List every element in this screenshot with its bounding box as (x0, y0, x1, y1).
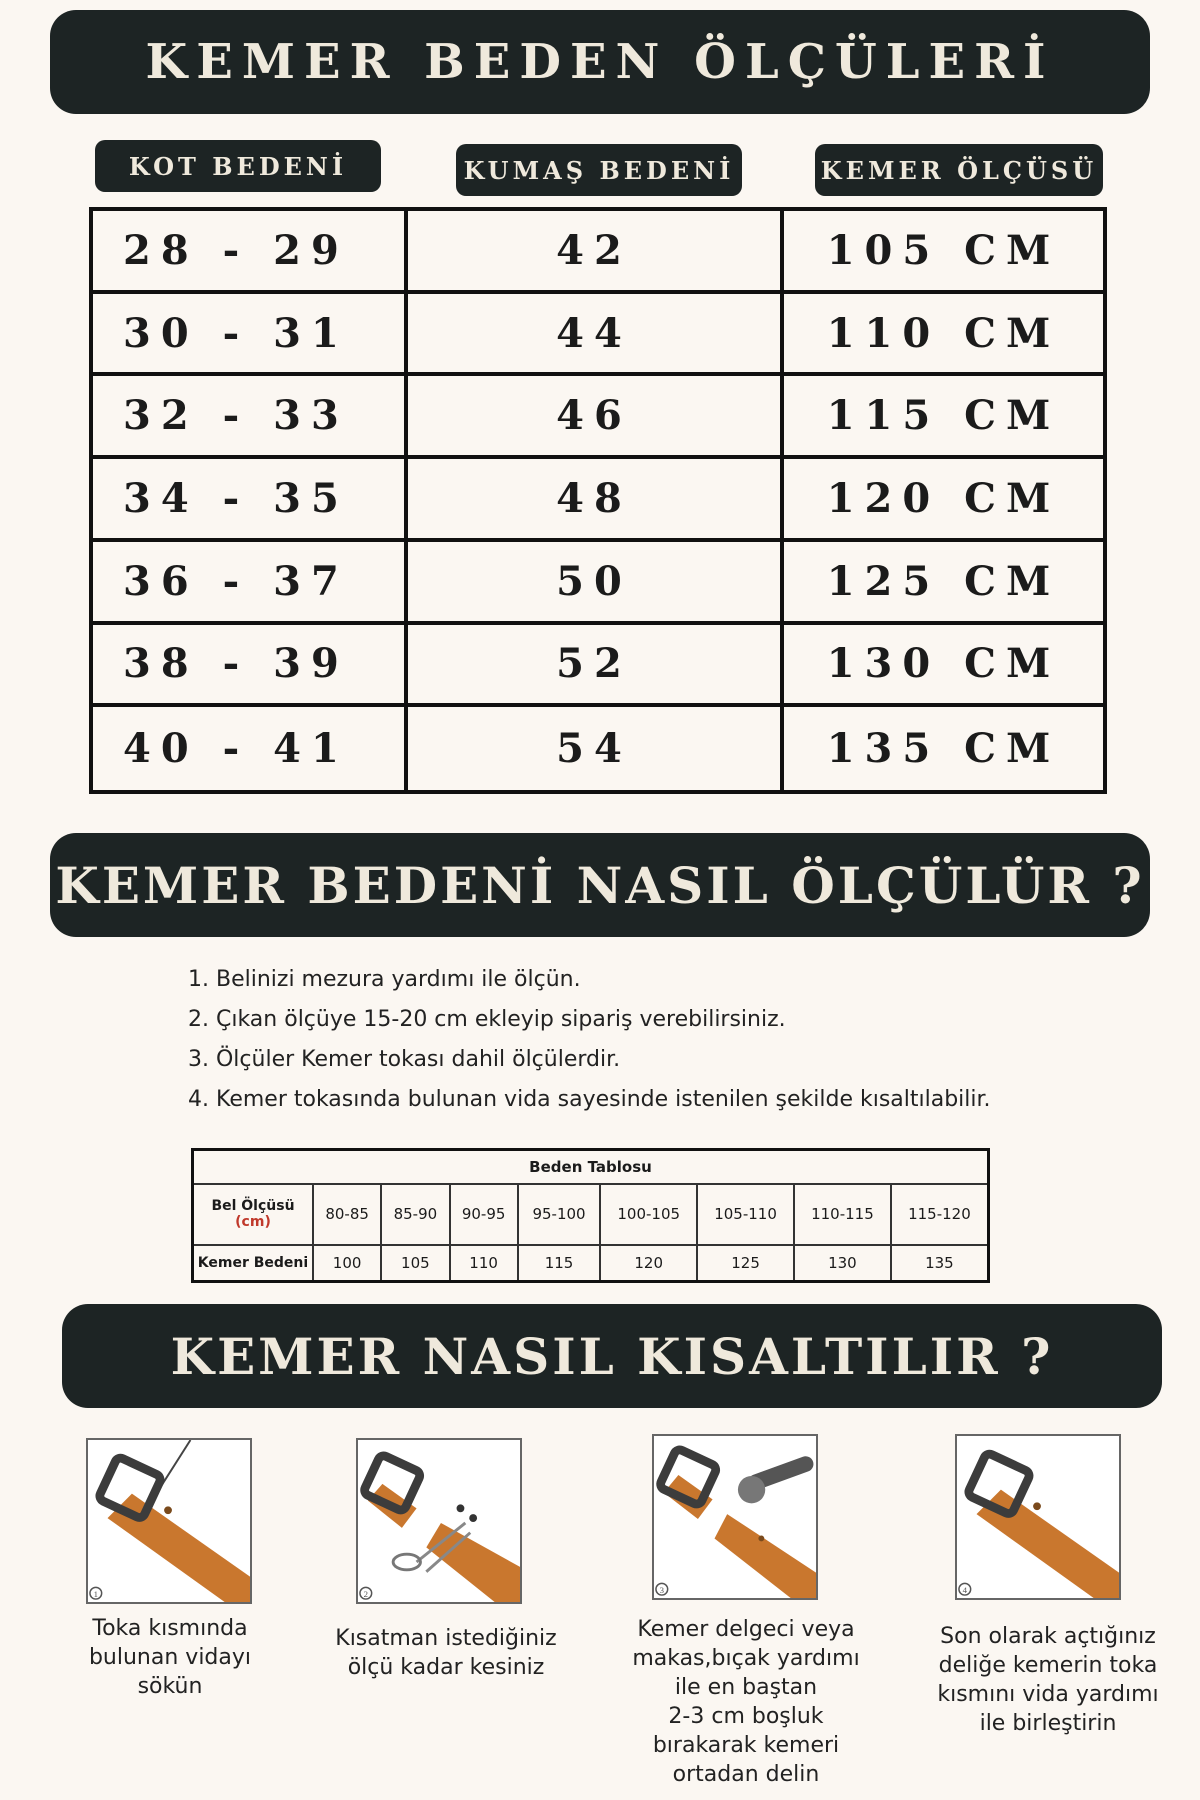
caption-line: Son olarak açtığınız (940, 1624, 1156, 1649)
belt-size-cell: 120 (600, 1245, 697, 1282)
caption-line: Kemer delgeci veya (637, 1617, 855, 1642)
belt-size-cell: 115 (518, 1245, 601, 1282)
svg-text:4: 4 (962, 1585, 968, 1596)
caption-line: Toka kısmında (92, 1616, 248, 1641)
jean-size-cell: 32 - 33 (93, 376, 408, 459)
belt-size-cell: 100 (313, 1245, 381, 1282)
hole-punch-icon (654, 1436, 816, 1598)
belt-size-cell: 110 (450, 1245, 518, 1282)
size-chart-caption: Beden Tablosu (193, 1150, 989, 1185)
waist-label-text: Bel Ölçüsü (211, 1198, 295, 1215)
shorten-banner (62, 1304, 1162, 1408)
page-title: KEMER BEDEN ÖLÇÜLERİ (145, 34, 1055, 90)
step-4-illustration (955, 1434, 1121, 1600)
caption-line: kısmını vida yardımı (937, 1682, 1159, 1707)
belt-size-cell: 135 (891, 1245, 989, 1282)
caption-line: makas,bıçak yardımı (632, 1646, 860, 1671)
step-3-illustration (652, 1434, 818, 1600)
measure-steps-list (188, 960, 991, 1120)
belt-length-cell: 105 CM (784, 211, 1103, 294)
jean-size-cell: 34 - 35 (93, 459, 408, 542)
size-chart-table (191, 1148, 990, 1283)
waist-range-cell: 80-85 (313, 1184, 381, 1245)
belt-length-cell: 125 CM (784, 542, 1103, 625)
waist-row-label (193, 1184, 314, 1245)
measure-step: 4. Kemer tokasında bulunan vida sayesinde istenilen şekilde kısaltılabilir. (188, 1087, 991, 1112)
measure-banner (50, 833, 1150, 937)
caption-line: sökün (137, 1674, 203, 1699)
waist-range-cell: 110-115 (794, 1184, 891, 1245)
svg-text:2: 2 (363, 1589, 369, 1600)
caption-line: deliğe kemerin toka (938, 1653, 1158, 1678)
fabric-size-cell: 54 (408, 707, 784, 790)
table-row (193, 1184, 989, 1245)
measure-step: 2. Çıkan ölçüye 15-20 cm ekleyip sipariş verebilirsiniz. (188, 1007, 786, 1032)
step-1-caption (40, 1614, 300, 1701)
belt-length-cell: 115 CM (784, 376, 1103, 459)
fabric-size-cell: 46 (408, 376, 784, 459)
belt-size-cell: 105 (381, 1245, 449, 1282)
title-banner (50, 10, 1150, 114)
belt-length-cell: 135 CM (826, 725, 1061, 773)
belt-size-cell: 130 (794, 1245, 891, 1282)
caption-line: ile birleştirin (979, 1711, 1117, 1736)
fabric-size-cell: 42 (408, 211, 784, 294)
waist-unit: (cm) (235, 1214, 271, 1231)
jean-size-cell: 36 - 37 (93, 542, 408, 625)
column-header-fabric-size: KUMAŞ BEDENİ (456, 144, 742, 196)
measure-title: KEMER BEDENİ NASIL ÖLÇÜLÜR ? (55, 855, 1145, 915)
belt-length-cell: 130 CM (784, 625, 1103, 708)
waist-range-cell: 105-110 (697, 1184, 794, 1245)
svg-text:1: 1 (93, 1589, 99, 1600)
jean-size-cell: 38 - 39 (93, 625, 408, 708)
caption-line: ile en baştan (674, 1675, 818, 1700)
step-3-caption (616, 1615, 876, 1789)
caption-line: ortadan delin (672, 1762, 820, 1787)
caption-line: bulunan vidayı (88, 1645, 252, 1670)
column-header-jean-size: KOT BEDENİ (95, 140, 381, 192)
belt-buckle-icon (88, 1440, 250, 1602)
size-table (89, 207, 1107, 794)
step-1-illustration (86, 1438, 252, 1604)
step-4-caption (918, 1622, 1178, 1738)
belt-length-cell: 120 CM (784, 459, 1103, 542)
waist-range-cell: 115-120 (891, 1184, 989, 1245)
waist-range-cell: 90-95 (450, 1184, 518, 1245)
jean-size-cell: 28 - 29 (93, 211, 408, 294)
belt-length-cell: 110 CM (784, 294, 1103, 377)
fabric-size-cell: 52 (408, 625, 784, 708)
jean-size-cell: 30 - 31 (93, 294, 408, 377)
caption-line: Kısatman istediğiniz (335, 1626, 557, 1651)
waist-range-cell: 95-100 (518, 1184, 601, 1245)
fabric-size-cell: 44 (408, 294, 784, 377)
step-2-illustration (356, 1438, 522, 1604)
caption-line: ölçü kadar kesiniz (347, 1655, 545, 1680)
measure-step: 3. Ölçüler Kemer tokası dahil ölçülerdir. (188, 1047, 621, 1072)
shorten-title: KEMER NASIL KISALTILIR ? (170, 1326, 1054, 1386)
belt-row-label: Kemer Bedeni (193, 1245, 314, 1282)
caption-line: 2-3 cm boşluk (668, 1704, 824, 1729)
svg-text:3: 3 (659, 1585, 665, 1596)
measure-step: 1. Belinizi mezura yardımı ile ölçün. (188, 967, 581, 992)
belt-size-cell: 125 (697, 1245, 794, 1282)
fabric-size-cell: 50 (408, 542, 784, 625)
fabric-size-cell: 48 (408, 459, 784, 542)
belt-buckle-icon (957, 1436, 1119, 1598)
scissors-icon (358, 1440, 520, 1602)
caption-line: bırakarak kemeri (652, 1733, 840, 1758)
column-header-belt-length: KEMER ÖLÇÜSÜ (815, 144, 1103, 196)
waist-range-cell: 100-105 (600, 1184, 697, 1245)
waist-range-cell: 85-90 (381, 1184, 449, 1245)
step-2-caption (316, 1624, 576, 1682)
jean-size-cell: 40 - 41 (93, 707, 408, 790)
table-row (193, 1245, 989, 1282)
